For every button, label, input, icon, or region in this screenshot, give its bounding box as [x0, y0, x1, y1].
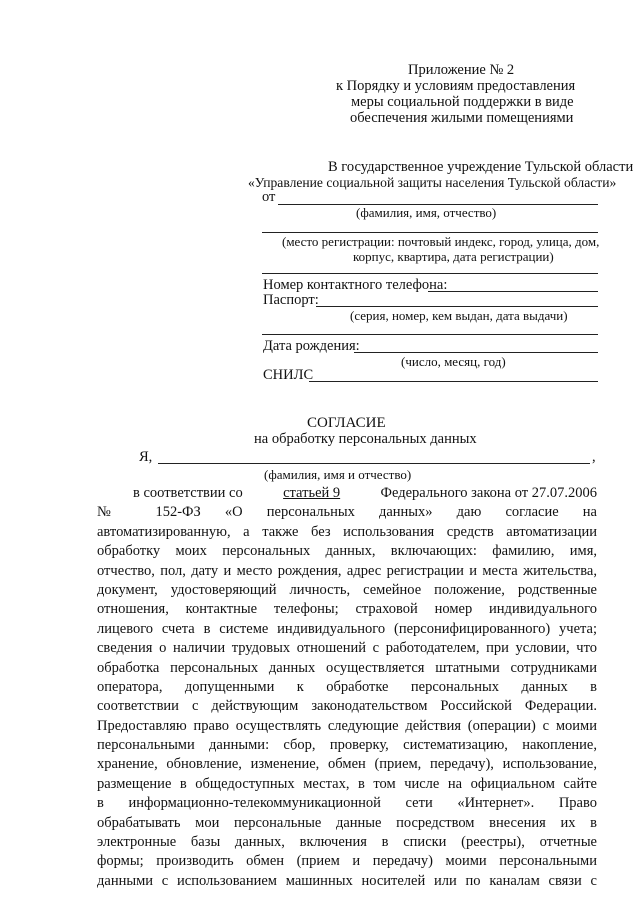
- consent-fio-caption: (фамилия, имя и отчество): [264, 467, 412, 482]
- consent-line: данными с использованием машинных носителей или по каналам связи с: [97, 872, 597, 889]
- appendix-line: к Порядку и условиям предоставления: [336, 78, 576, 94]
- addressee-line: «Управление социальной защиты населения Тульской области»: [248, 175, 617, 190]
- comma: ,: [592, 449, 596, 465]
- consent-line: обработка персональных данных осуществляется штатными сотрудниками: [97, 659, 597, 676]
- consent-line: в информационно-телекоммуникационной сети «Интернет». Право: [97, 795, 597, 812]
- consent-line: [97, 484, 597, 503]
- consent-line: формы; производить обмен (прием и передачу) моими персональными: [97, 853, 597, 870]
- consent-line: соответствии с действующим законодательством Российской Федерации.: [97, 698, 597, 715]
- consent-text: в соответствии со: [133, 485, 243, 501]
- birth-field-line[interactable]: [354, 352, 598, 353]
- addressee-line: В государственное учреждение Тульской области: [328, 159, 634, 175]
- passport-field-line[interactable]: [316, 306, 598, 307]
- registration-field-line-2[interactable]: [262, 273, 598, 274]
- i-label: Я,: [139, 449, 153, 465]
- consent-line: персональными данными: сбор, проверку, систематизацию, накопление,: [97, 737, 597, 754]
- passport-field-line-2[interactable]: [262, 334, 598, 335]
- registration-caption: корпус, квартира, дата регистрации): [353, 249, 554, 264]
- consent-line: оператора, допущенными к обработке персональных данных в: [97, 678, 597, 695]
- consent-line: лицевого счета в системе индивидуального (персонифицированного) учета;: [97, 620, 597, 637]
- consent-line: электронные базы данных, включения в списки (реестры), отчетные: [97, 834, 597, 851]
- consent-line: обрабатывать мои персональные данные посредством внесения их в: [97, 814, 597, 831]
- snils-label: СНИЛС: [263, 367, 314, 383]
- consent-title: СОГЛАСИЕ: [307, 415, 386, 431]
- from-label: от: [262, 189, 276, 205]
- consent-text: Федерального закона от 27.07.2006: [380, 485, 597, 501]
- consent-body: [97, 484, 597, 891]
- appendix-title: Приложение № 2: [408, 62, 515, 78]
- consent-line: размещение в общедоступных местах, в том числе на официальном сайте: [97, 775, 597, 792]
- phone-field-line[interactable]: [428, 291, 598, 292]
- consent-line: обработку моих персональных данных, включающих: фамилию, имя,: [97, 543, 597, 560]
- law-link[interactable]: статьей 9: [283, 485, 341, 501]
- consent-line: сведения о наличии трудовых отношений с работодателем, при условии, что: [97, 640, 597, 657]
- appendix-line: обеспечения жилыми помещениями: [350, 110, 574, 126]
- consent-fio-field-line[interactable]: [158, 463, 590, 464]
- consent-line: отношения, контактные телефоны; страховой номер индивидуального: [97, 601, 597, 618]
- birth-caption: (число, месяц, год): [401, 354, 506, 369]
- consent-line: хранение, обновление, изменение, обмен (прием, передачу), использование,: [97, 756, 597, 773]
- passport-caption: (серия, номер, кем выдан, дата выдачи): [350, 308, 568, 323]
- birth-label: Дата рождения:: [263, 338, 360, 354]
- registration-caption: (место регистрации: почтовый индекс, город, улица, дом,: [282, 234, 600, 249]
- snils-field-line[interactable]: [309, 381, 598, 382]
- passport-label: Паспорт:: [263, 292, 319, 308]
- registration-field-line[interactable]: [262, 232, 598, 233]
- consent-line: № 152-ФЗ «О персональных данных» даю согласие на: [97, 504, 597, 521]
- consent-line: документ, удостоверяющий личность, семейное положение, родственные: [97, 581, 597, 598]
- consent-line: автоматизированную, а также без использования средств автоматизации: [97, 523, 597, 540]
- consent-line: отчество, пол, дату и место рождения, адрес регистрации и места жительства,: [97, 562, 597, 579]
- phone-label: Номер контактного телефона:: [263, 277, 448, 293]
- fio-caption: (фамилия, имя, отчество): [356, 205, 497, 220]
- consent-subtitle: на обработку персональных данных: [254, 431, 477, 447]
- consent-line: Предоставляю право осуществлять следующие действия (операции) с моими: [97, 717, 597, 734]
- appendix-line: меры социальной поддержки в виде: [351, 94, 574, 110]
